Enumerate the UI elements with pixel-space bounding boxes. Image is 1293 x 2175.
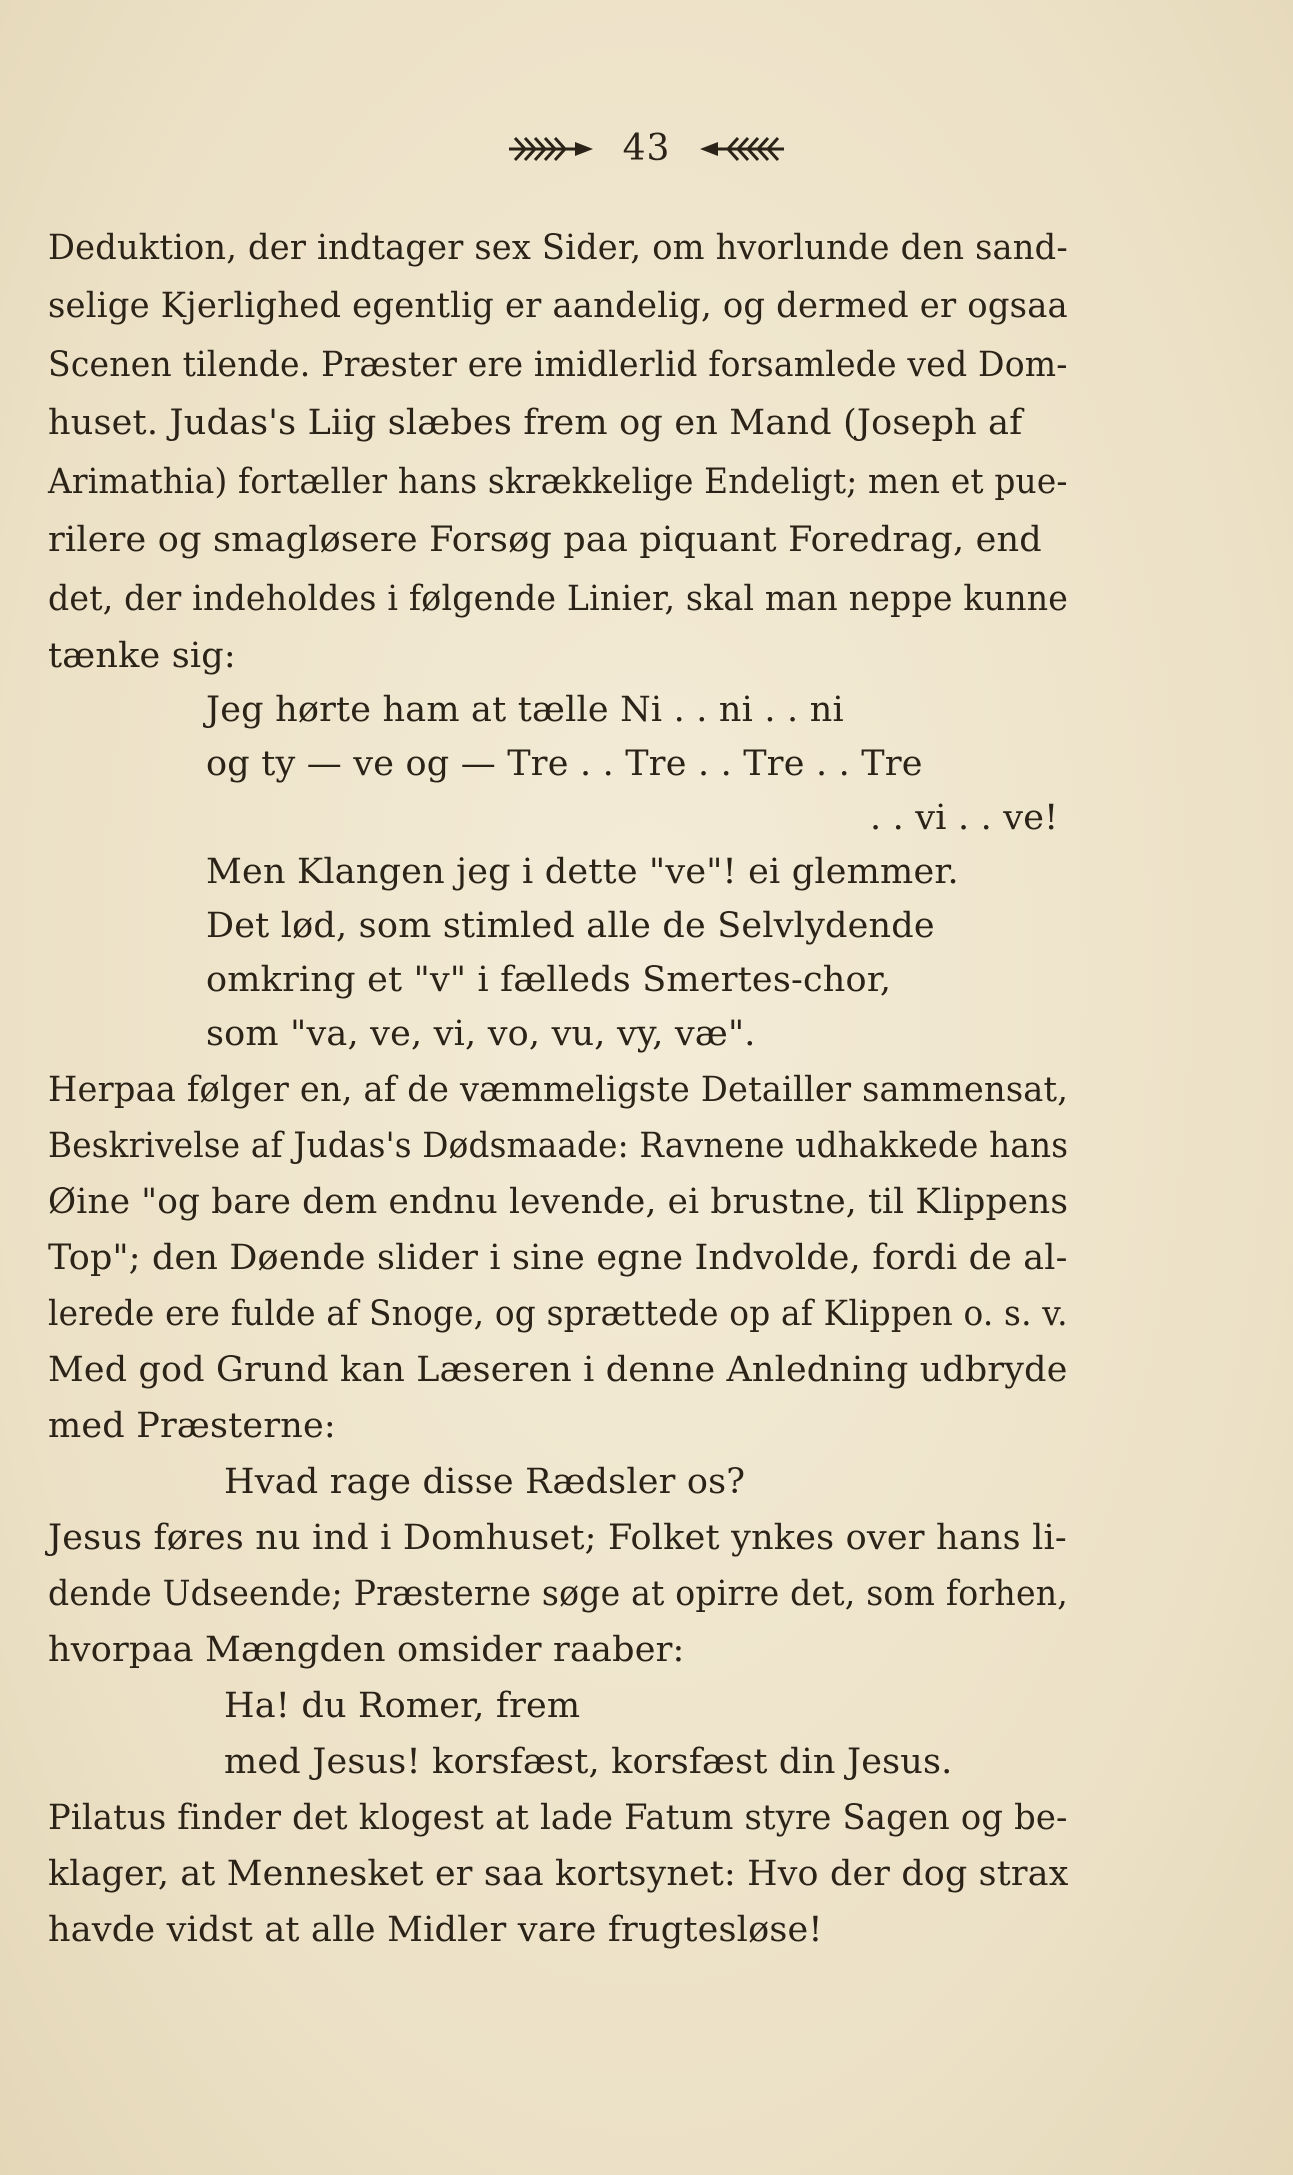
verse-line: med Jesus! korsfæst, korsfæst din Jesus. [224, 1742, 953, 1782]
verse-line: Hvad rage disse Rædsler os? [224, 1462, 746, 1502]
text-line: klager, at Mennesket er saa kortsynet: Hvo der dog strax [48, 1854, 1069, 1894]
text-line: huset. Judas's Liig slæbes frem og en Mand (Joseph af [48, 403, 1023, 443]
text-line: havde vidst at alle Midler vare frugtesløse! [48, 1910, 823, 1950]
text-line: Jesus føres nu ind i Domhuset; Folket ynkes over hans li- [48, 1518, 1067, 1558]
text-line: Pilatus finder det klogest at lade Fatum styre Sagen og be- [48, 1798, 1068, 1838]
text-line: tænke sig: [48, 636, 236, 676]
text-line: rilere og smagløsere Forsøg paa piquant Foredrag, end [48, 520, 1042, 560]
text-line: Øine "og bare dem endnu levende, ei brustne, til Klippens [48, 1182, 1069, 1222]
text-line: Herpaa følger en, af de væmmeligste Detailler sammensat, [48, 1070, 1069, 1110]
verse-line: Ha! du Romer, frem [224, 1686, 581, 1726]
text-line: Scenen tilende. Præster ere imidlerlid forsamlede ved Dom- [48, 345, 1068, 385]
verse-line: og ty — ve og — Tre . . Tre . . Tre . . Tre [206, 744, 923, 784]
verse-line: Men Klangen jeg i dette "ve"! ei glemmer. [206, 852, 959, 892]
text-line: lerede ere fulde af Snoge, og sprættede op af Klippen o. s. v. [48, 1294, 1068, 1334]
text-line: det, der indeholdes i følgende Linier, skal man neppe kunne [48, 579, 1069, 619]
text-line: Arimathia) fortæller hans skrækkelige Endeligt; men et pue- [48, 462, 1068, 502]
text-line: dende Udseende; Præsterne søge at opirre det, som forhen, [48, 1574, 1068, 1614]
verse-line: Jeg hørte ham at tælle Ni . . ni . . ni [206, 690, 844, 730]
text-line: hvorpaa Mængden omsider raaber: [48, 1630, 685, 1670]
text-line: Deduktion, der indtager sex Sider, om hvorlunde den sand- [48, 228, 1068, 268]
page-number: 43 [622, 128, 671, 169]
verse-line: . . vi . . ve! [870, 798, 1059, 838]
verse-line: som "va, ve, vi, vo, vu, vy, væ". [206, 1014, 756, 1054]
page-header [0, 128, 1293, 169]
verse-line: omkring et "v" i fælleds Smertes-chor, [206, 960, 892, 1000]
text-line: Med god Grund kan Læseren i denne Anledning udbryde [48, 1350, 1068, 1390]
left-ornament-icon [505, 132, 597, 166]
text-line: med Præsterne: [48, 1406, 336, 1446]
right-ornament-icon [696, 132, 788, 166]
text-line: Top"; den Døende slider i sine egne Indvolde, fordi de al- [48, 1238, 1068, 1278]
verse-line: Det lød, som stimled alle de Selvlydende [206, 906, 935, 946]
text-line: Beskrivelse af Judas's Dødsmaade: Ravnene udhakkede hans [48, 1126, 1069, 1166]
text-line: selige Kjerlighed egentlig er aandelig, og dermed er ogsaa [48, 286, 1068, 326]
